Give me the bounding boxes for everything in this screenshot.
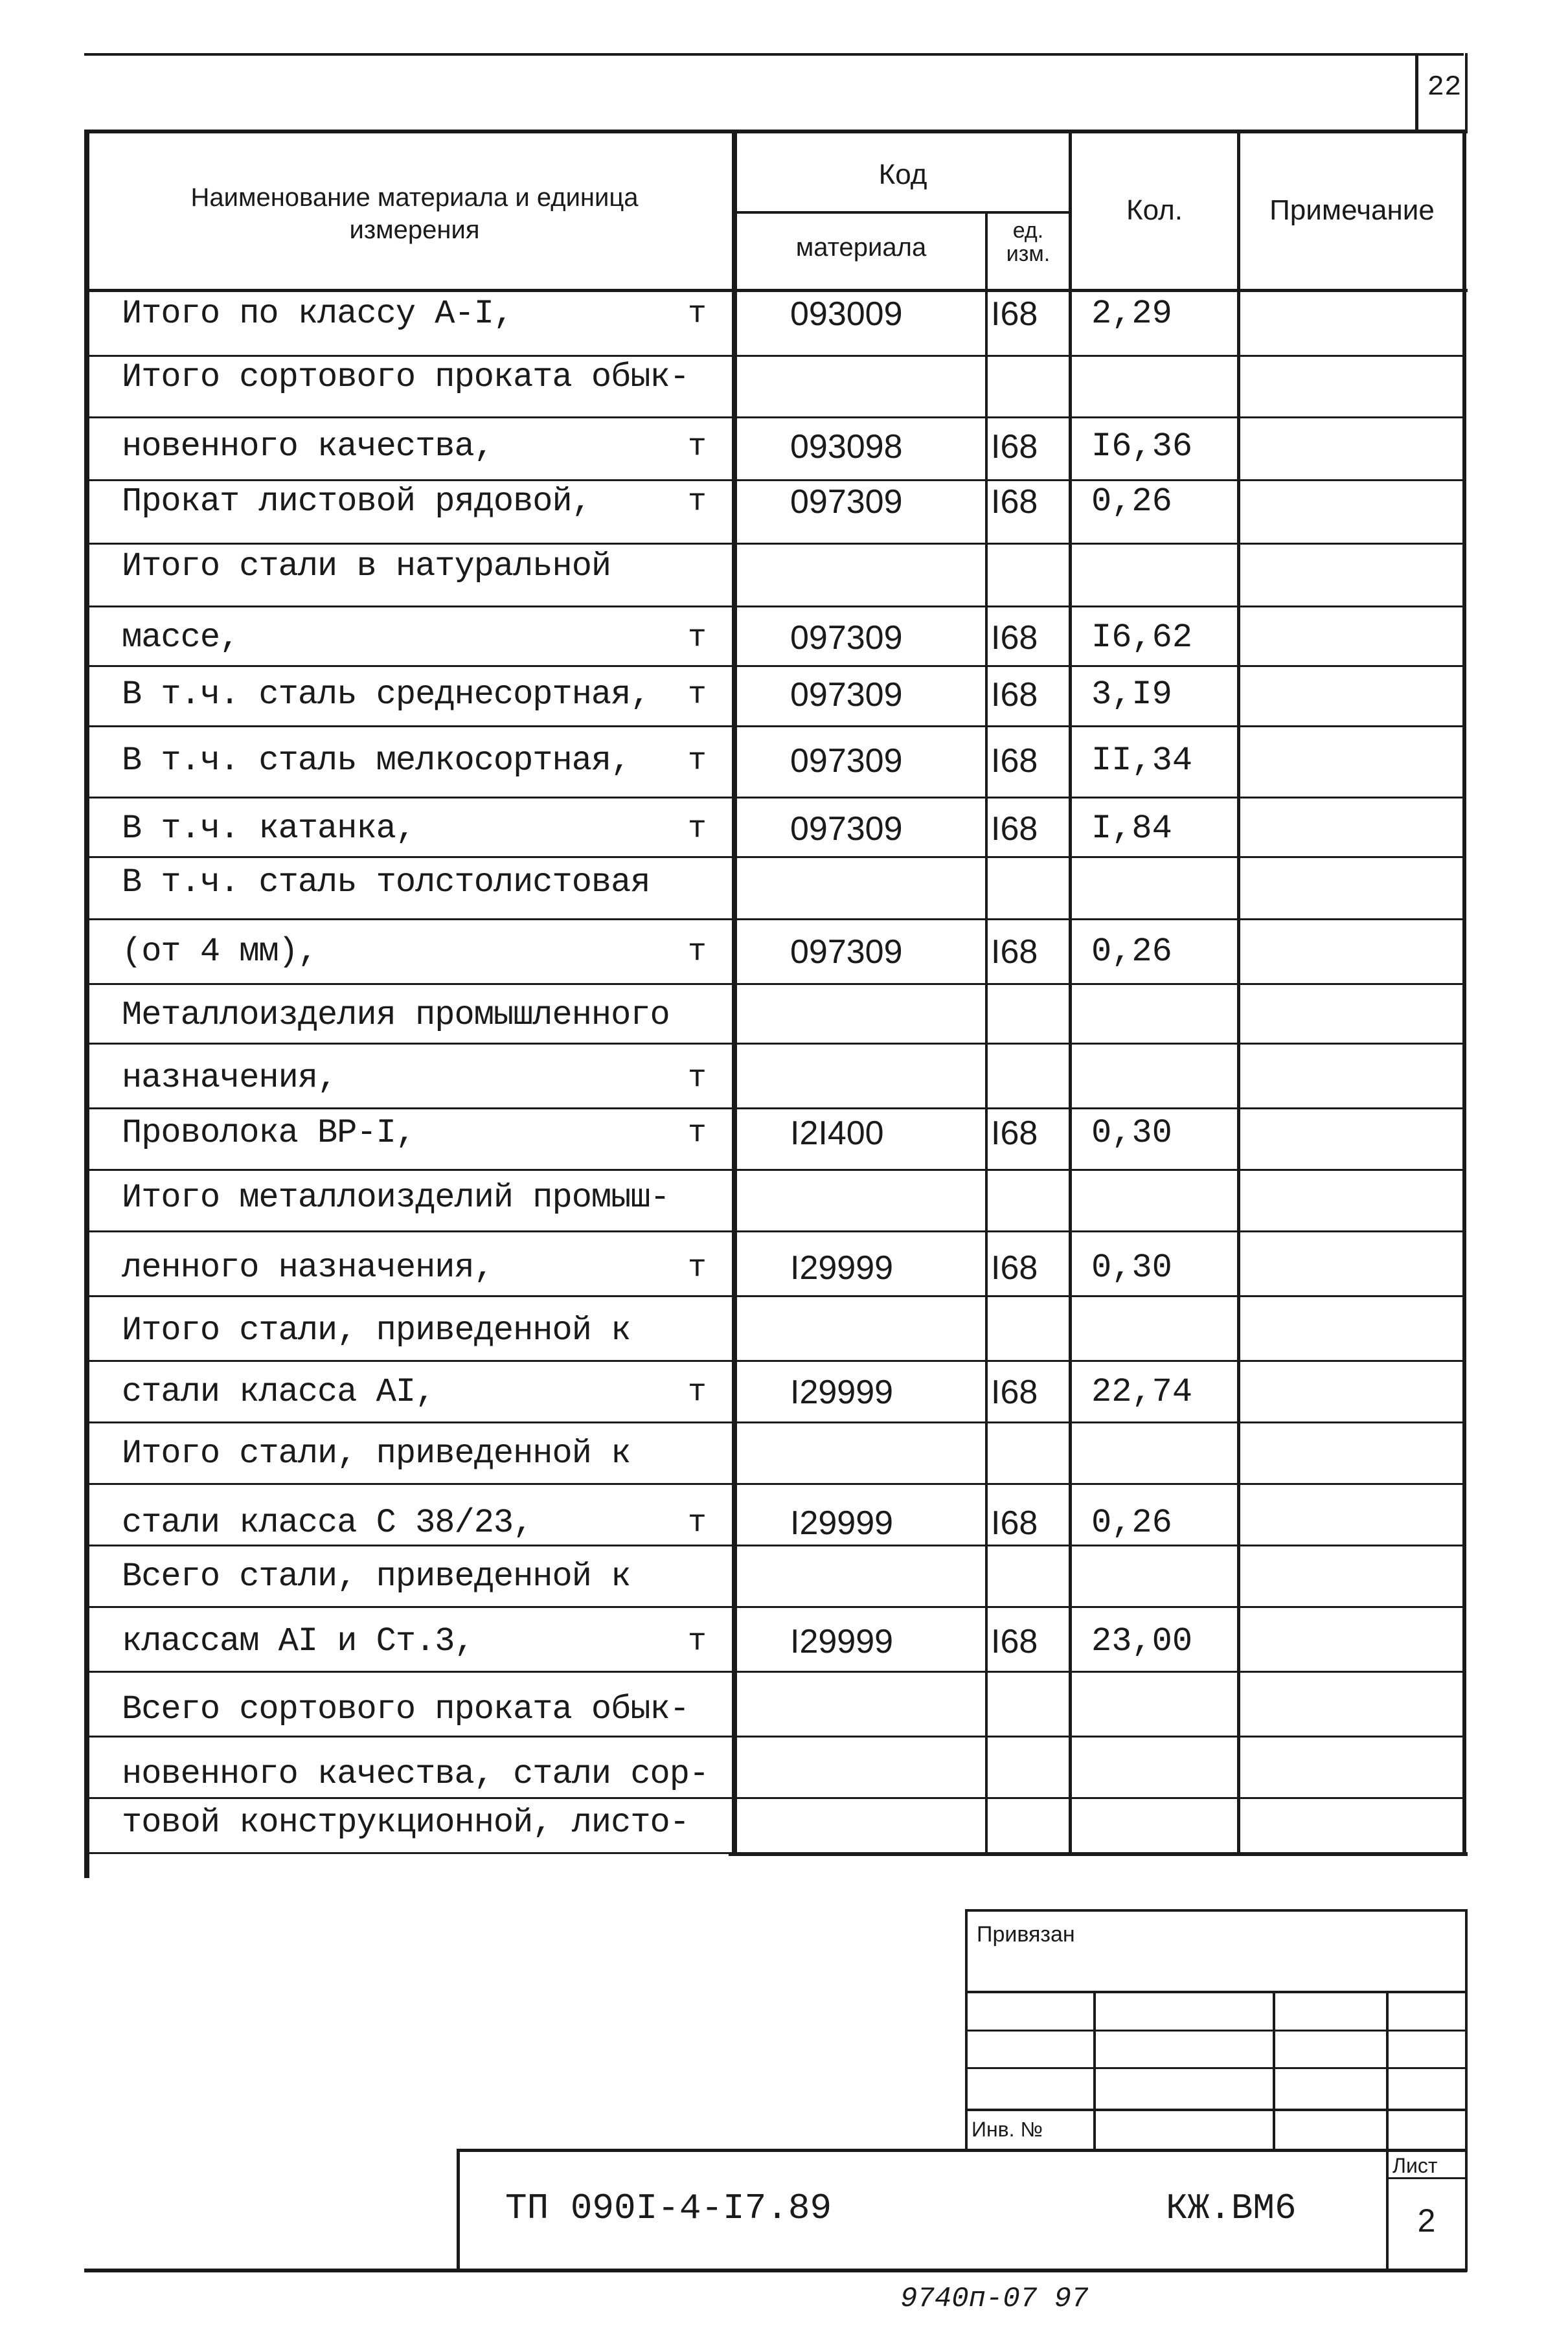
- document-code: ТП 090I-4-I7.89: [505, 2188, 832, 2229]
- row-separator: [87, 1295, 1465, 1297]
- header-material-col: материала: [795, 233, 927, 262]
- row-material-code: 097309: [790, 676, 903, 714]
- row-separator: [87, 856, 1465, 858]
- row-material-code: 097309: [790, 742, 903, 780]
- table-row: [0, 482, 1568, 534]
- table-row: [0, 996, 1568, 1048]
- table-row: [0, 863, 1568, 915]
- row-separator: [87, 1360, 1465, 1362]
- tb-hline-4: [965, 2109, 1467, 2111]
- row-name: Итого стали в натуральной: [122, 547, 611, 585]
- row-material-code: I29999: [790, 1249, 894, 1287]
- row-unit: т: [688, 1061, 707, 1096]
- tb-main-top: [457, 2149, 1467, 2152]
- row-name: Итого сортового проката обык-: [122, 358, 689, 396]
- table-row: [0, 295, 1568, 346]
- page-number: 22: [1427, 71, 1462, 104]
- row-name: массе,: [122, 618, 240, 657]
- table-row: [0, 675, 1568, 727]
- row-name: Итого металлоизделий промыш-: [122, 1179, 670, 1217]
- tb-attached-top: [965, 1909, 1467, 1912]
- row-unit: т: [688, 297, 707, 332]
- row-unit: т: [688, 1624, 707, 1659]
- table-row: [0, 1179, 1568, 1230]
- row-material-code: 097309: [790, 619, 903, 657]
- row-separator: [87, 1483, 1465, 1485]
- tb-main-left: [457, 2149, 460, 2269]
- row-separator: [87, 725, 1465, 727]
- row-name: назначения,: [122, 1059, 337, 1097]
- row-separator: [87, 479, 1465, 481]
- row-separator: [87, 1852, 1465, 1854]
- table-row: [0, 1249, 1568, 1300]
- row-separator: [87, 416, 1465, 418]
- row-name: новенного качества, стали сор-: [122, 1755, 709, 1793]
- row-unit: т: [688, 1251, 707, 1285]
- table-top-border: [84, 130, 1468, 133]
- sheet-label: Лист: [1392, 2154, 1438, 2177]
- row-unit-code: I68: [991, 1504, 1038, 1542]
- sheet-number: 2: [1417, 2202, 1436, 2239]
- table-row: [0, 1311, 1568, 1363]
- table-row: [0, 427, 1568, 479]
- row-quantity: 0,26: [1091, 1504, 1172, 1542]
- row-unit: т: [688, 1375, 707, 1410]
- row-unit-code: I68: [991, 742, 1038, 780]
- row-name: В т.ч. сталь мелкосортная,: [122, 741, 631, 780]
- row-name: классам АI и Ст.3,: [122, 1622, 474, 1660]
- row-material-code: 097309: [790, 933, 903, 971]
- table-row: [0, 1373, 1568, 1425]
- row-separator: [87, 1169, 1465, 1171]
- row-unit: т: [688, 677, 707, 712]
- row-quantity: I,84: [1091, 809, 1172, 848]
- row-quantity: 2,29: [1091, 295, 1172, 333]
- header-name-col: Наименование материала и единица измерения: [190, 183, 639, 244]
- row-separator: [87, 606, 1465, 607]
- bottom-rule: [84, 2269, 1467, 2272]
- row-material-code: I29999: [790, 1504, 894, 1542]
- row-name: Всего стали, приведенной к: [122, 1557, 631, 1596]
- row-material-code: 093009: [790, 295, 903, 333]
- row-name: Всего сортового проката обык-: [122, 1690, 689, 1728]
- row-name: новенного качества,: [122, 427, 494, 466]
- row-material-code: 097309: [790, 810, 903, 848]
- row-name: Итого стали, приведенной к: [122, 1434, 631, 1473]
- row-unit: т: [688, 743, 707, 778]
- row-separator: [87, 1230, 1465, 1232]
- table-row: [0, 1622, 1568, 1674]
- row-separator: [87, 665, 1465, 667]
- row-unit: т: [688, 1116, 707, 1151]
- row-unit: т: [688, 429, 707, 464]
- row-unit: т: [688, 811, 707, 846]
- row-separator: [87, 543, 1465, 545]
- row-name: стали класса АI,: [122, 1373, 435, 1411]
- row-separator: [87, 1606, 1465, 1608]
- row-separator: [87, 355, 1465, 357]
- row-unit-code: I68: [991, 1249, 1038, 1287]
- row-separator: [87, 983, 1465, 985]
- table-row: [0, 741, 1568, 793]
- header-unit-col: ед. изм.: [1006, 218, 1051, 266]
- row-separator: [87, 1671, 1465, 1673]
- tb-vline-2: [1273, 1991, 1275, 2149]
- page-number-divider: [1415, 53, 1418, 130]
- header-bottom-border: [84, 289, 1468, 292]
- row-unit-code: I68: [991, 1115, 1038, 1152]
- header-code-group: Код: [878, 159, 927, 190]
- tb-vline-1: [1093, 1991, 1096, 2149]
- table-row: [0, 358, 1568, 410]
- row-unit: т: [688, 620, 707, 655]
- row-separator: [87, 797, 1465, 798]
- row-quantity: 22,74: [1091, 1373, 1193, 1411]
- footer-code: 9740п-07 97: [900, 2283, 1089, 2315]
- row-unit-code: I68: [991, 428, 1038, 466]
- table-row: [0, 547, 1568, 599]
- row-name: В т.ч. сталь толстолистовая: [122, 863, 650, 901]
- tb-attached-left: [965, 1909, 968, 2149]
- table-row: [0, 933, 1568, 984]
- row-name: Металлоизделия промышленного: [122, 996, 670, 1034]
- row-separator: [87, 1107, 1465, 1109]
- row-quantity: 0,30: [1091, 1249, 1172, 1287]
- row-material-code: 093098: [790, 428, 903, 466]
- row-quantity: I6,36: [1091, 427, 1193, 466]
- code-group-underline: [732, 211, 1072, 214]
- table-row: [0, 809, 1568, 861]
- row-unit-code: I68: [991, 1623, 1038, 1660]
- row-separator: [87, 1736, 1465, 1738]
- table-row: [0, 1059, 1568, 1111]
- row-material-code: I2I400: [790, 1115, 884, 1152]
- row-quantity: I6,62: [1091, 618, 1193, 657]
- row-quantity: 0,30: [1091, 1114, 1172, 1152]
- table-row: [0, 1755, 1568, 1807]
- row-name: Итого стали, приведенной к: [122, 1311, 631, 1350]
- table-row: [0, 1804, 1568, 1855]
- row-name: Прокат листовой рядовой,: [122, 482, 591, 521]
- row-separator: [87, 1797, 1465, 1799]
- row-unit: т: [688, 934, 707, 969]
- row-separator: [87, 1043, 1465, 1045]
- row-separator: [87, 1545, 1465, 1546]
- row-material-code: 097309: [790, 483, 903, 521]
- row-unit-code: I68: [991, 295, 1038, 333]
- table-row: [0, 618, 1568, 670]
- table-row: [0, 1434, 1568, 1486]
- table-row: [0, 1504, 1568, 1556]
- tb-hline-1: [965, 1991, 1467, 1993]
- row-unit-code: I68: [991, 810, 1038, 848]
- row-name: стали класса С 38/23,: [122, 1504, 533, 1542]
- row-quantity: 23,00: [1091, 1622, 1193, 1660]
- row-name: Итого по классу А-I,: [122, 295, 514, 333]
- row-name: Проволока ВР-I,: [122, 1114, 416, 1152]
- row-name: ленного назначения,: [122, 1249, 494, 1287]
- row-unit-code: I68: [991, 619, 1038, 657]
- row-name: В т.ч. катанка,: [122, 809, 416, 848]
- header-note-col: Примечание: [1269, 194, 1435, 226]
- row-name: В т.ч. сталь среднесортная,: [122, 675, 650, 714]
- row-quantity: II,34: [1091, 741, 1193, 780]
- row-unit: т: [688, 484, 707, 519]
- top-rule: [84, 53, 1464, 56]
- row-separator: [87, 918, 1465, 920]
- header-qty-col: Кол.: [1126, 194, 1183, 226]
- tb-hline-2: [965, 2030, 1467, 2032]
- document-mark: КЖ.ВМ6: [1166, 2188, 1297, 2229]
- table-row: [0, 1690, 1568, 1742]
- tb-hline-3: [965, 2067, 1467, 2069]
- row-material-code: I29999: [790, 1623, 894, 1660]
- inv-label: Инв. №: [971, 2118, 1043, 2141]
- row-unit-code: I68: [991, 483, 1038, 521]
- table-row: [0, 1557, 1568, 1609]
- attached-label: Привязан: [977, 1922, 1075, 1947]
- row-quantity: 0,26: [1091, 482, 1172, 521]
- row-unit: т: [688, 1506, 707, 1541]
- row-name: товой конструкционной, листо-: [122, 1804, 689, 1842]
- right-frame-upper: [1465, 53, 1468, 130]
- row-material-code: I29999: [790, 1374, 894, 1411]
- row-separator: [87, 1421, 1465, 1423]
- row-unit-code: I68: [991, 933, 1038, 971]
- row-name: (от 4 мм),: [122, 933, 318, 971]
- row-unit-code: I68: [991, 1374, 1038, 1411]
- row-unit-code: I68: [991, 676, 1038, 714]
- row-quantity: 3,I9: [1091, 675, 1172, 714]
- row-quantity: 0,26: [1091, 933, 1172, 971]
- table-row: [0, 1114, 1568, 1166]
